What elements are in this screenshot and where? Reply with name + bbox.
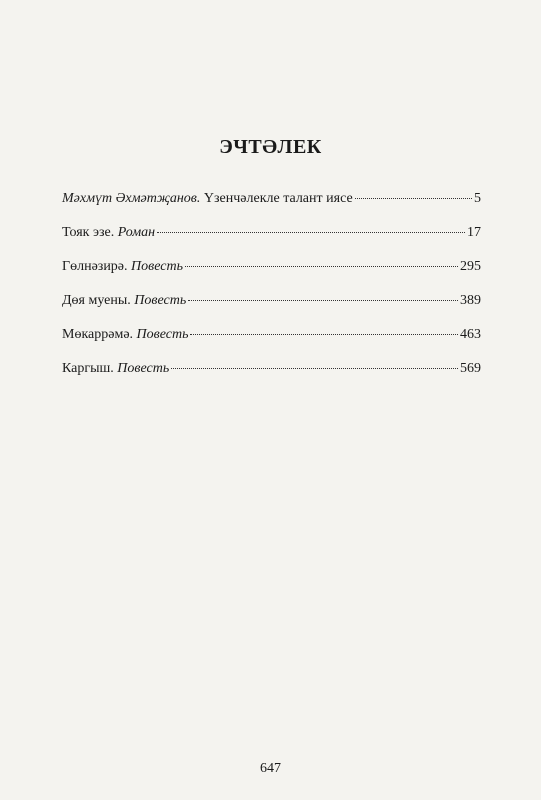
toc-entry-title: Мөкаррәмә. (62, 327, 134, 342)
toc-entry-label (62, 326, 188, 344)
toc-entry-genre: Повесть (117, 361, 170, 376)
toc-entry-label (62, 190, 353, 208)
page-number: 647 (260, 761, 281, 776)
toc-entry-page: 389 (460, 293, 481, 308)
dot-leader (157, 232, 465, 233)
toc-entry[interactable] (62, 360, 481, 394)
toc-entry[interactable] (62, 190, 481, 224)
toc-entry-label (62, 360, 169, 378)
toc-entry[interactable] (62, 224, 481, 258)
toc-entry-page: 17 (467, 225, 481, 240)
toc-entry[interactable] (62, 326, 481, 360)
toc-entry-page: 463 (460, 327, 481, 342)
toc-entry-title: Тояк эзе. (62, 225, 115, 240)
page-title: ЭЧТӘЛЕК (219, 136, 322, 158)
toc-entry[interactable] (62, 292, 481, 326)
dot-leader (171, 368, 458, 369)
toc-entry-author: Мәхмүт Әхмәтҗанов. (62, 191, 201, 206)
toc-entry-label (62, 292, 186, 310)
dot-leader (188, 300, 458, 301)
toc-entry-label (62, 224, 155, 242)
dot-leader (355, 198, 472, 199)
toc-entry-genre: Повесть (131, 259, 183, 274)
dot-leader (190, 334, 458, 335)
toc-entry-title: Каргыш. (62, 361, 114, 376)
toc-entry-page: 295 (460, 259, 481, 274)
toc-entry-page: 5 (474, 191, 481, 206)
table-of-contents (62, 190, 481, 394)
toc-entry-page: 569 (460, 361, 481, 376)
toc-entry[interactable] (62, 258, 481, 292)
dot-leader (185, 266, 458, 267)
toc-entry-title: Гөлнәзирә. (62, 259, 128, 274)
toc-entry-title: Дөя муены. (62, 293, 131, 308)
toc-entry-label (62, 258, 183, 276)
toc-entry-title: Үзенчәлекле талант иясе (203, 191, 353, 206)
toc-entry-genre: Повесть (136, 327, 189, 342)
toc-entry-genre: Повесть (134, 293, 187, 308)
toc-entry-genre: Роман (117, 225, 156, 240)
